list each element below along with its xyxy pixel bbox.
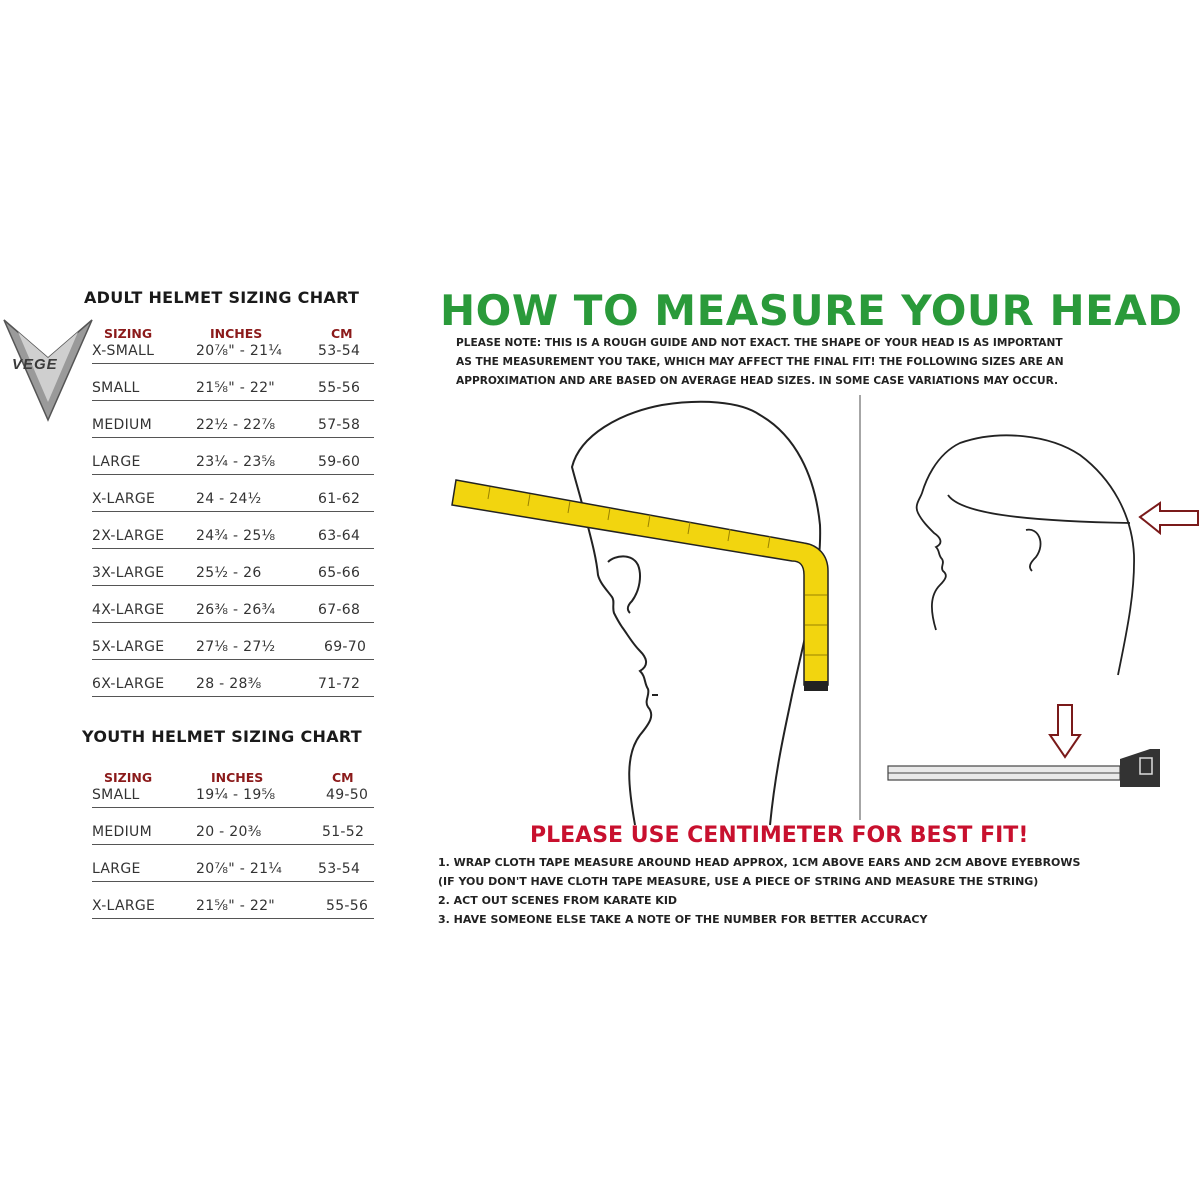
inches-value: 21⅝" - 22" <box>196 380 276 396</box>
inches-value: 24¾ - 25⅛ <box>196 528 276 544</box>
step-line: 3. HAVE SOMEONE ELSE TAKE A NOTE OF THE NUMBER FOR BETTER ACCURACY <box>438 913 928 926</box>
cm-value: 55-56 <box>318 380 361 396</box>
size-label: X-SMALL <box>92 343 155 359</box>
size-label: SMALL <box>92 380 140 396</box>
cm-value: 61-62 <box>318 491 361 507</box>
adult-col-inches: INCHES <box>210 326 263 341</box>
adult-row <box>92 454 374 475</box>
size-label: 3X-LARGE <box>92 565 165 581</box>
inches-value: 20⅞" - 21¼ <box>196 343 283 359</box>
note-line: APPROXIMATION AND ARE BASED ON AVERAGE HEAD SIZES. IN SOME CASE VARIATIONS MAY OCCUR. <box>456 375 1059 387</box>
adult-row <box>92 380 374 401</box>
size-label: X-LARGE <box>92 491 156 507</box>
size-label: LARGE <box>92 861 141 877</box>
inches-value: 19¼ - 19⅝ <box>196 787 276 803</box>
size-label: SMALL <box>92 787 140 803</box>
large-head-icon <box>572 402 820 825</box>
note-line: PLEASE NOTE: THIS IS A ROUGH GUIDE AND NOT EXACT. THE SHAPE OF YOUR HEAD IS AS IMPORTANT <box>456 337 1063 349</box>
step-line: 2. ACT OUT SCENES FROM KARATE KID <box>438 894 678 907</box>
logo-text: VEGE <box>12 356 58 373</box>
inches-value: 20⅞" - 21¼ <box>196 861 283 877</box>
adult-col-sizing: SIZING <box>104 326 153 341</box>
brand-logo <box>2 318 94 422</box>
cm-value: 69-70 <box>324 639 367 655</box>
note-line: AS THE MEASUREMENT YOU TAKE, WHICH MAY AFFECT THE FINAL FIT! THE FOLLOWING SIZES ARE AN <box>456 356 1064 368</box>
size-label: MEDIUM <box>92 417 152 433</box>
youth-row <box>92 824 374 845</box>
cm-value: 57-58 <box>318 417 361 433</box>
down-arrow-icon <box>1050 705 1080 757</box>
size-label: MEDIUM <box>92 824 152 840</box>
cm-value: 51-52 <box>322 824 365 840</box>
size-label: X-LARGE <box>92 898 156 914</box>
cm-value: 65-66 <box>318 565 361 581</box>
adult-row <box>92 417 374 438</box>
cm-value: 71-72 <box>318 676 361 692</box>
head-measure-illustration <box>400 395 1200 835</box>
size-label: LARGE <box>92 454 141 470</box>
cm-value: 53-54 <box>318 343 361 359</box>
size-label: 4X-LARGE <box>92 602 165 618</box>
cm-value: 63-64 <box>318 528 361 544</box>
adult-chart-title: ADULT HELMET SIZING CHART <box>84 288 360 307</box>
size-label: 2X-LARGE <box>92 528 165 544</box>
cm-value: 53-54 <box>318 861 361 877</box>
inches-value: 28 - 28⅜ <box>196 676 262 692</box>
youth-row <box>92 861 374 882</box>
adult-col-cm: CM <box>331 326 353 341</box>
adult-row <box>92 565 374 586</box>
inches-value: 26⅜ - 26¾ <box>196 602 276 618</box>
best-fit-banner: PLEASE USE CENTIMETER FOR BEST FIT! <box>530 823 1029 848</box>
youth-col-inches: INCHES <box>211 770 264 785</box>
step-line: 1. WRAP CLOTH TAPE MEASURE AROUND HEAD APPROX, 1CM ABOVE EARS AND 2CM ABOVE EYEBROWS <box>438 856 1081 869</box>
guide-note <box>456 334 1156 391</box>
inches-value: 21⅝" - 22" <box>196 898 276 914</box>
cm-value: 67-68 <box>318 602 361 618</box>
inches-value: 20 - 20⅜ <box>196 824 262 840</box>
adult-row <box>92 343 374 364</box>
inches-value: 27⅛ - 27½ <box>196 639 276 655</box>
small-head-icon <box>917 435 1134 675</box>
cm-value: 59-60 <box>318 454 361 470</box>
cm-value: 55-56 <box>326 898 369 914</box>
inches-value: 25½ - 26 <box>196 565 262 581</box>
adult-row <box>92 676 374 697</box>
adult-row <box>92 602 374 623</box>
measure-steps <box>438 853 1080 929</box>
adult-row <box>92 528 374 549</box>
cm-value: 49-50 <box>326 787 369 803</box>
youth-col-sizing: SIZING <box>104 770 153 785</box>
inches-value: 22½ - 22⅞ <box>196 417 276 433</box>
tape-measure-device-icon <box>888 749 1160 787</box>
measuring-tape-icon <box>452 480 828 691</box>
left-arrow-icon <box>1140 503 1198 533</box>
measure-guide-title: HOW TO MEASURE YOUR HEAD <box>440 286 1183 335</box>
youth-chart-title: YOUTH HELMET SIZING CHART <box>82 727 362 746</box>
inches-value: 24 - 24½ <box>196 491 262 507</box>
adult-row <box>92 491 374 512</box>
step-line: (IF YOU DON'T HAVE CLOTH TAPE MEASURE, USE A PIECE OF STRING AND MEASURE THE STRING) <box>438 875 1039 888</box>
inches-value: 23¼ - 23⅝ <box>196 454 276 470</box>
size-label: 5X-LARGE <box>92 639 165 655</box>
youth-row <box>92 898 374 919</box>
adult-row <box>92 639 374 660</box>
youth-col-cm: CM <box>332 770 354 785</box>
size-label: 6X-LARGE <box>92 676 165 692</box>
youth-row <box>92 787 374 808</box>
